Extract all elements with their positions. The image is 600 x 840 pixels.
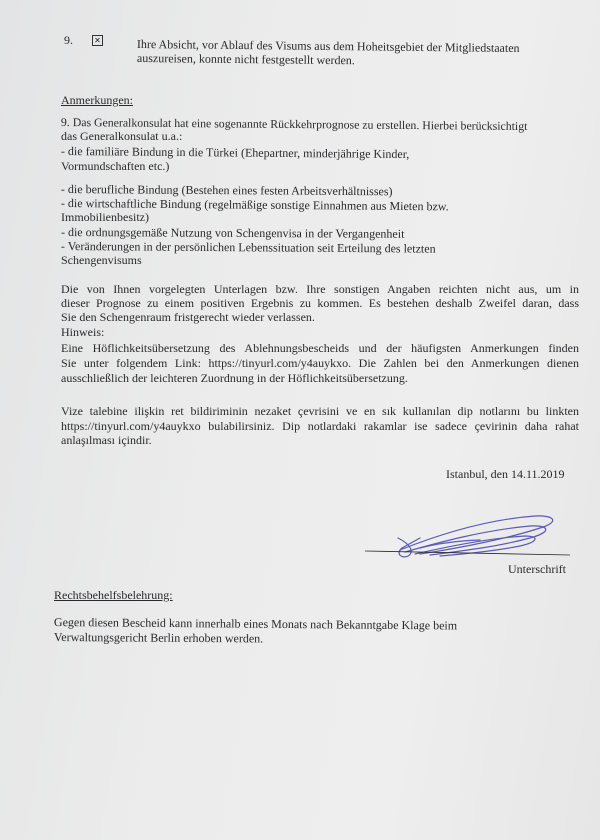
remarks-heading: Anmerkungen: bbox=[61, 93, 133, 107]
item-number: 9. bbox=[64, 33, 73, 47]
remarks-line: 9. Das Generalkonsulat hat eine sogenannte Rückkehrprognose zu erstellen. Hierbei berücksichtigt bbox=[60, 115, 528, 134]
hint-line: Eine Höflichkeitsübersetzung des Ablehnungsbescheids und der häufigsten Anmerkungen finden bbox=[61, 341, 579, 355]
legal-line: Verwaltungsgericht Berlin erhoben werden. bbox=[53, 630, 264, 646]
legal-heading: Rechtsbehelfsbelehrung: bbox=[54, 588, 173, 602]
assessment-line: Die von Ihnen vorgelegten Unterlagen bzw. Ihre sonstigen Angaben reichten nicht aus, um in bbox=[61, 282, 579, 296]
remarks-line: - die ordnungsgemäße Nutzung von Schengenvisa in der Vergangenheit bbox=[60, 225, 405, 241]
signature-image bbox=[360, 508, 575, 568]
assessment-line: dieser Prognose zu einem positiven Ergebnis zu kommen. Es bestehen deshalb Zweifel daran, dass bbox=[61, 296, 579, 310]
legal-line: Gegen diesen Bescheid kann innerhalb eines Monats nach Bekanntgabe Klage beim bbox=[53, 615, 458, 633]
checked-checkbox-icon: ✕ bbox=[92, 35, 103, 46]
place-date: Istanbul, den 14.11.2019 bbox=[446, 467, 565, 481]
hint-line: ausschließlich der leichteren Zuordnung in der Höflichkeitsübersetzung. bbox=[61, 371, 408, 385]
remarks-line: - die familiäre Bindung in die Türkei (Ehepartner, minderjährige Kinder, bbox=[60, 144, 410, 162]
signature-label: Unterschrift bbox=[508, 562, 566, 576]
remarks-line: - die wirtschaftliche Bindung (regelmäßige sonstige Einnahmen aus Mieten bzw. bbox=[60, 196, 449, 214]
assessment-line: Sie den Schengenraum fristgerecht wieder verlassen. bbox=[61, 310, 315, 324]
remarks-line: Schengenvisums bbox=[61, 253, 142, 267]
hint-line: Sie unter folgendem Link: https://tinyurl.com/y4auykxo. Die Zahlen bei den Anmerkungen dienen bbox=[61, 356, 579, 370]
item9-line-1: Ihre Absicht, vor Ablauf des Visums aus dem Hoheitsgebiet der Mitgliedstaaten bbox=[136, 37, 520, 56]
hint-heading: Hinweis: bbox=[61, 325, 105, 339]
item9-line-2: auszureisen, konnte nicht festgestellt werden. bbox=[136, 51, 355, 68]
signature-line bbox=[365, 551, 570, 555]
remarks-line: - die berufliche Bindung (Bestehen eines festen Arbeitsverhältnisses) bbox=[60, 182, 393, 199]
remarks-line: Vormundschaften etc.) bbox=[61, 159, 170, 173]
remarks-line: das Generalkonsulat u.a.: bbox=[61, 129, 183, 143]
remarks-line: - Veränderungen in der persönlichen Lebenssituation seit Erteilung des letzten bbox=[60, 239, 436, 256]
turkish-line: Vize talebine ilişkin ret bildiriminin nezaket çevrisini ve en sık kullanılan dip notlarını bu linkten bbox=[61, 404, 579, 418]
turkish-line: https://tinyurl.com/y4auykxo bulabilirsiniz. Dip notlardaki rakamlar ise sadece çevirinin daha rahat bbox=[61, 419, 579, 433]
turkish-line: anlaşılması içindir. bbox=[61, 433, 152, 447]
remarks-line: Immobilienbesitz) bbox=[61, 210, 149, 224]
